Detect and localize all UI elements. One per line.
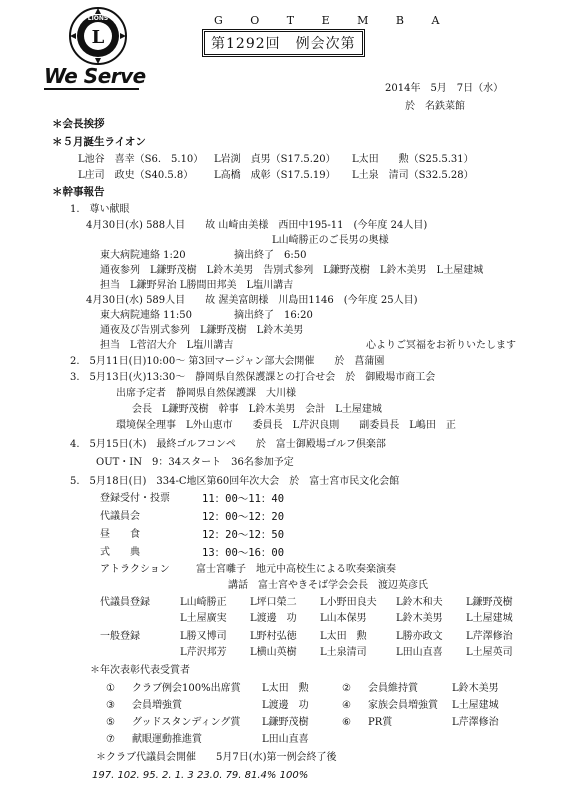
schedule-time: 11：00～11：40	[202, 493, 285, 505]
award-person: L渡邊 功	[262, 700, 309, 711]
award-name: 会員増強賞	[132, 700, 182, 711]
general-name: L土屋英司	[466, 647, 513, 658]
report-line: 会長 L鎌野茂樹 幹事 L鈴木美男 会計 L土屋建城	[132, 404, 382, 415]
report-line: 通夜参列 L鎌野茂樹 L鈴木美男 告別式参列 L鎌野茂樹 L鈴木美男 L土屋建城	[100, 265, 484, 276]
birthday-entry: L岩渕 貞男（S17.5.20）	[214, 154, 336, 165]
report-item-5-title: 5. 5月18日(日) 334-C地区第60回年次大会 於 富士宮市民文化会館	[70, 476, 400, 487]
award-num: ①	[106, 683, 115, 694]
report-item-4-title: 4. 5月15日(木) 最終ゴルフコンペ 於 富士御殿場ゴルフ倶楽部	[70, 439, 386, 450]
club-delegate-note: ＊クラブ代議員会開催 5月7日(水)第一例会終了後	[96, 752, 337, 763]
report-line: 担当 L菅沼大介 L塩川講吉	[100, 340, 234, 351]
meeting-date: 2014年 5月 7日（水）	[385, 83, 504, 94]
delegate-name: L鈴木美男	[396, 613, 443, 624]
report-line: 通夜及び告別式参列 L鎌野茂樹 L鈴木美男	[100, 325, 304, 336]
schedule-label: 昼 食	[100, 529, 140, 540]
report-line: 摘出終了 6:50	[234, 250, 307, 261]
delegate-name: L土屋建城	[466, 613, 513, 624]
award-person: L鎌野茂樹	[262, 717, 309, 728]
general-name: L土泉清司	[320, 647, 367, 658]
general-name: L芹沢邦芳	[180, 647, 227, 658]
award-num: ③	[106, 700, 115, 711]
award-person: L太田 勲	[262, 683, 309, 694]
schedule-label: 代議員会	[100, 511, 140, 522]
attraction-line: 講話 富士宮やきそば学会会長 渡辺英彦氏	[228, 580, 428, 591]
slogan-underline	[44, 88, 139, 90]
emblem-text: LIONS	[87, 15, 109, 22]
general-name: L野村弘徳	[250, 631, 297, 642]
delegate-name: L鈴木和夫	[396, 597, 443, 608]
award-name: グッドスタンディング賞	[132, 717, 241, 728]
report-line: 出席予定者 静岡県自然保護課 大川様	[116, 388, 296, 399]
page-title: 第1292回 例会次第	[204, 31, 363, 55]
report-line: 4月30日(水) 588人目 故 山崎由美様 西田中195-11 (今年度 24人目)	[86, 220, 428, 231]
secretary-report-title: ＊幹事報告	[52, 186, 105, 198]
award-num: ⑦	[106, 734, 115, 745]
birthday-entry: L池谷 喜幸（S6. 5.10）	[78, 154, 204, 165]
handwritten-note: 197. 102. 95. 2. 1. 3 23.0. 79. 81.4% 100%	[92, 770, 309, 781]
report-item-2: 2. 5月11日(日)10:00～ 第3回マージャン部大会開催 於 菖蒲園	[70, 356, 385, 367]
delegate-name: L土屋廣実	[180, 613, 227, 624]
birthday-title: ＊５月誕生ライオン	[52, 136, 146, 148]
general-name: L芹澤修治	[466, 631, 513, 642]
birthday-entry: L庄司 政史（S40.5.8）	[78, 170, 194, 181]
award-person: L田山直喜	[262, 734, 309, 745]
slogan: We Serve	[44, 64, 146, 88]
delegate-name: L坪口榮二	[250, 597, 297, 608]
general-label: 一般登録	[100, 631, 140, 642]
report-line: L山崎勝正のご長男の奥様	[272, 235, 389, 246]
birthday-entry: L土泉 清司（S32.5.28）	[352, 170, 474, 181]
report-line: 東大病院連絡 11:50	[100, 310, 192, 321]
report-line: OUT・IN 9：34スタート 36名参加予定	[96, 457, 294, 468]
meeting-venue: 於 名鉄菜館	[405, 101, 465, 112]
award-num: ④	[342, 700, 351, 711]
schedule-time: 13：00～16：00	[202, 547, 285, 559]
report-line: 4月30日(水) 589人目 故 渥美富朗様 川島田1146 (今年度 25人目)	[86, 295, 418, 306]
general-name: L勝亦政文	[396, 631, 443, 642]
report-line: 心よりご冥福をお祈りいたします	[366, 340, 516, 351]
attraction-label: アトラクション	[100, 564, 170, 575]
birthday-entry: L太田 勲（S25.5.31）	[352, 154, 474, 165]
schedule-time: 12：20～12：50	[202, 529, 285, 541]
birthday-entry: L高橋 成彰（S17.5.19）	[214, 170, 336, 181]
award-num: ⑤	[106, 717, 115, 728]
delegate-name: L山本保男	[320, 613, 367, 624]
president-greeting: ＊会長挨拶	[52, 118, 105, 130]
delegate-name: L山崎勝正	[180, 597, 227, 608]
delegate-label: 代議員登録	[100, 597, 150, 608]
award-num: ⑥	[342, 717, 351, 728]
report-line: 担当 L鎌野昇治 L勝間田邦美 L塩川講吉	[100, 280, 294, 291]
report-line: 摘出終了 16:20	[234, 310, 313, 321]
lions-emblem-icon	[68, 6, 128, 66]
award-name: 家族会員増強賞	[368, 700, 438, 711]
schedule-label: 登録受付・投票	[100, 493, 170, 504]
general-name: L横山英樹	[250, 647, 297, 658]
emblem-letter: L	[91, 27, 105, 48]
general-name: L勝又博司	[180, 631, 227, 642]
general-name: L太田 勲	[320, 631, 367, 642]
award-person: L鈴木美男	[452, 683, 499, 694]
award-num: ②	[342, 683, 351, 694]
awards-title: ＊年次表彰代表受賞者	[90, 665, 190, 676]
delegate-name: L小野田良夫	[320, 597, 377, 608]
attraction-line: 富士宮囃子 地元中高校生による吹奏楽演奏	[196, 564, 396, 575]
report-item-1-title: 1. 尊い献眼	[70, 204, 130, 215]
award-person: L芹澤修治	[452, 717, 499, 728]
award-name: 献眼運動推進賞	[132, 734, 202, 745]
delegate-name: L渡邊 功	[250, 613, 297, 624]
award-name: クラブ例会100%出席賞	[132, 683, 241, 694]
schedule-time: 12：00～12：20	[202, 511, 285, 523]
award-name: PR賞	[368, 717, 393, 728]
delegate-name: L鎌野茂樹	[466, 597, 513, 608]
award-person: L土屋建城	[452, 700, 499, 711]
award-name: 会員維持賞	[368, 683, 418, 694]
report-item-3-title: 3. 5月13日(火)13:30～ 静岡県自然保護課との打合せ会 於 御殿場市商工会	[70, 372, 436, 383]
general-name: L田山直喜	[396, 647, 443, 658]
report-line: 環境保全理事 L外山恵市 委員長 L芹沢良則 副委員長 L嶋田 正	[116, 420, 456, 431]
org-name: G O T E M B A	[214, 14, 452, 27]
report-line: 東大病院連絡 1:20	[100, 250, 186, 261]
schedule-label: 式 典	[100, 547, 140, 558]
